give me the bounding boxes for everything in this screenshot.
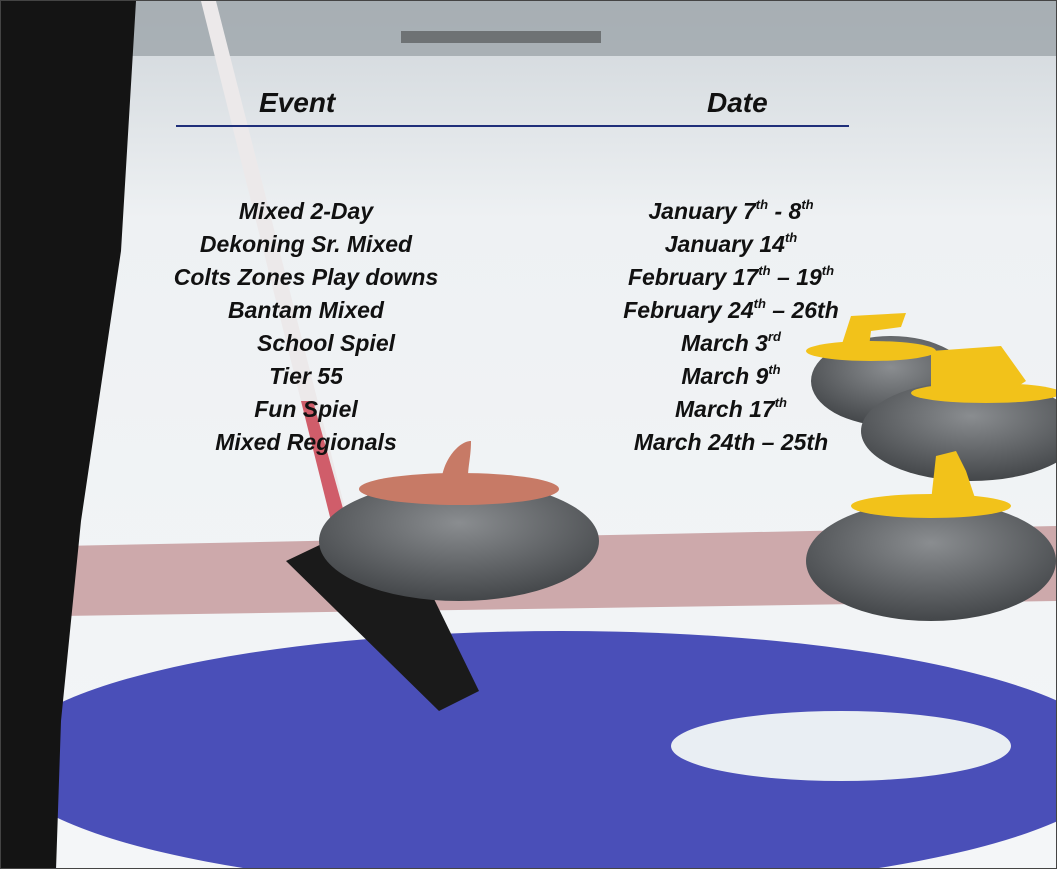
event-item: School Spiel [256, 330, 396, 356]
event-list [101, 195, 511, 459]
event-item: Tier 55 [269, 363, 343, 389]
date-item: March 24th – 25th [633, 429, 829, 455]
event-item: Mixed 2-Day [238, 198, 374, 224]
header-rule [176, 125, 849, 127]
date-item: February 24th – 26th [623, 296, 839, 323]
date-item: February 17th – 19th [627, 263, 835, 290]
date-item: March 3rd [681, 329, 781, 356]
date-list [551, 195, 911, 459]
event-item: Dekoning Sr. Mixed [199, 231, 413, 257]
date-item: January 14th [664, 230, 798, 257]
event-item: Mixed Regionals [215, 429, 397, 455]
house-button [671, 711, 1011, 781]
date-item: March 9th [681, 362, 781, 389]
event-item: Fun Spiel [254, 396, 358, 422]
event-item: Colts Zones Play downs [173, 264, 439, 290]
date-column-header: Date [707, 87, 768, 118]
event-item: Bantam Mixed [228, 297, 384, 323]
date-item: March 17th [675, 395, 787, 422]
event-column-header: Event [259, 87, 336, 118]
date-item: January 7th - 8th [648, 197, 814, 224]
